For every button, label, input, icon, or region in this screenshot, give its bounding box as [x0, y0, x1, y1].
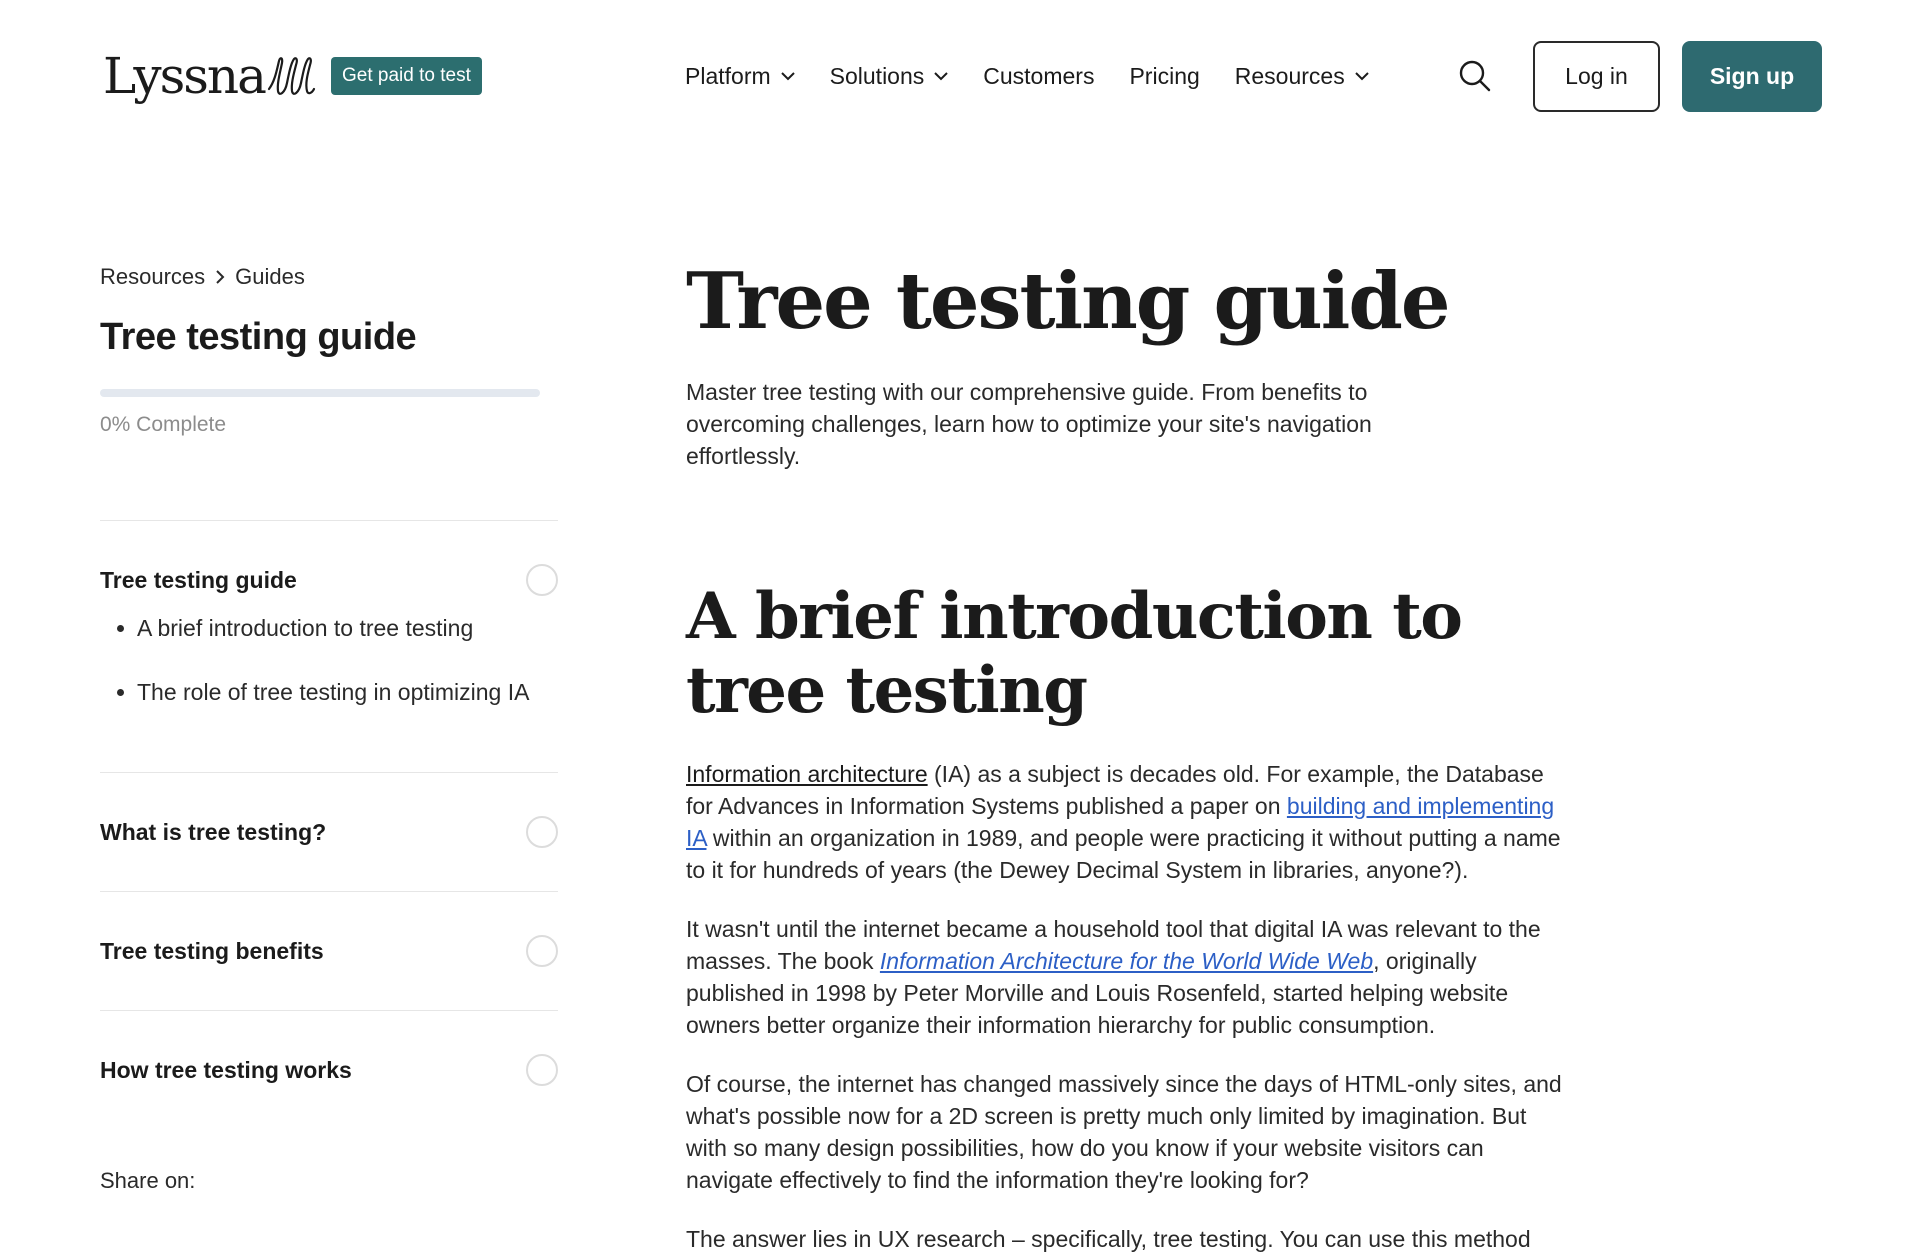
paragraph-text: , originally published in 1998 by Peter Morville and Louis Rosenfeld, started helping website owners better organize their information hierarchy for public consumption.: [686, 948, 1509, 1038]
completion-circle-icon: [526, 1054, 558, 1086]
toc-item-label: Tree testing benefits: [100, 937, 324, 964]
nav-pricing[interactable]: [1129, 63, 1199, 90]
breadcrumb: [100, 260, 558, 294]
table-of-contents: [100, 520, 558, 1129]
nav-platform[interactable]: [685, 63, 795, 90]
logo-wordmark: Lyssna: [103, 47, 265, 105]
paragraph: Of course, the internet has changed massively since the days of HTML-only sites, and what's possible now for a 2D screen is pretty much only limited by imagination. But with so many design possibilities, how do you know if your website visitors can navigate effectively to find the information they're looking for?: [686, 1071, 1562, 1193]
nav-solutions[interactable]: [830, 63, 949, 90]
paragraph-text: (IA) as a subject is decades old. For example, the Database for Advances in Information Systems published a paper on: [686, 761, 1544, 819]
logo-squiggle-icon: [267, 51, 315, 101]
article-content: [686, 256, 1566, 1255]
search-icon[interactable]: [1458, 59, 1492, 93]
toc-subitem-role-in-ia[interactable]: The role of tree testing in optimizing IA: [100, 678, 558, 742]
chevron-down-icon: [781, 72, 795, 81]
toc-section: [100, 520, 558, 772]
nav-resources-label: Resources: [1234, 62, 1345, 89]
paragraph: [686, 758, 1566, 886]
breadcrumb-resources[interactable]: Resources: [100, 264, 206, 289]
guide-sidebar: [100, 260, 558, 1193]
nav-customers-label: Customers: [983, 62, 1095, 89]
chevron-right-icon: [215, 269, 225, 285]
toc-item-benefits[interactable]: [100, 892, 558, 1010]
nav-customers[interactable]: [983, 63, 1094, 90]
toc-item-label: Tree testing guide: [100, 566, 297, 593]
toc-item-label: How tree testing works: [100, 1056, 352, 1083]
login-button[interactable]: Log in: [1533, 41, 1660, 112]
completion-circle-icon: [526, 935, 558, 967]
toc-item-how-it-works[interactable]: [100, 1011, 558, 1129]
toc-item-label: What is tree testing?: [100, 818, 327, 845]
breadcrumb-guides[interactable]: Guides: [235, 264, 305, 289]
progress-label: 0% Complete: [100, 413, 227, 436]
toc-section: [100, 772, 558, 891]
signup-button[interactable]: Sign up: [1682, 41, 1822, 112]
paragraph-text: It wasn't until the internet became a household tool that digital IA was relevant to the masses. The book: [686, 916, 1541, 974]
get-paid-badge[interactable]: Get paid to test: [331, 57, 482, 95]
information-architecture-link[interactable]: Information architecture: [686, 761, 928, 787]
nav-pricing-label: Pricing: [1129, 62, 1200, 89]
toc-section: [100, 1010, 558, 1129]
site-header: [0, 0, 1920, 152]
paragraph: The answer lies in UX research – specifically, tree testing. You can use this method: [686, 1226, 1531, 1252]
intro-text: Master tree testing with our comprehensive guide. From benefits to overcoming challenges, learn how to optimize your site's navigation effortlessly.: [686, 379, 1372, 469]
toc-section: [100, 891, 558, 1010]
book-link[interactable]: Information Architecture for the World Wide Web: [879, 948, 1374, 974]
share-label: Share on:: [100, 1168, 196, 1193]
building-ia-link[interactable]: building and implementing IA: [686, 793, 1555, 851]
toc-item-what-is-tree-testing[interactable]: [100, 773, 558, 891]
chevron-down-icon: [1355, 72, 1369, 81]
toc-sublist: [100, 614, 558, 772]
progress-bar: [100, 389, 540, 397]
nav-platform-label: Platform: [685, 62, 771, 89]
toc-subitem-introduction[interactable]: A brief introduction to tree testing: [100, 614, 558, 678]
nav-solutions-label: Solutions: [829, 62, 925, 89]
lyssna-logo[interactable]: [103, 44, 315, 108]
main-nav: [685, 56, 1404, 96]
sidebar-title: Tree testing guide: [100, 316, 417, 358]
completion-circle-icon: [526, 564, 558, 596]
chevron-down-icon: [934, 72, 948, 81]
paragraph: [686, 913, 1566, 1041]
nav-resources[interactable]: [1235, 63, 1369, 90]
completion-circle-icon: [526, 816, 558, 848]
section-heading: A brief introduction to tree testing: [686, 579, 1462, 728]
paragraph-text: within an organization in 1989, and people were practicing it without putting a name to it for hundreds of years (the Dewey Decimal System in libraries, anyone?).: [686, 825, 1561, 883]
page-title: Tree testing guide: [686, 256, 1449, 347]
